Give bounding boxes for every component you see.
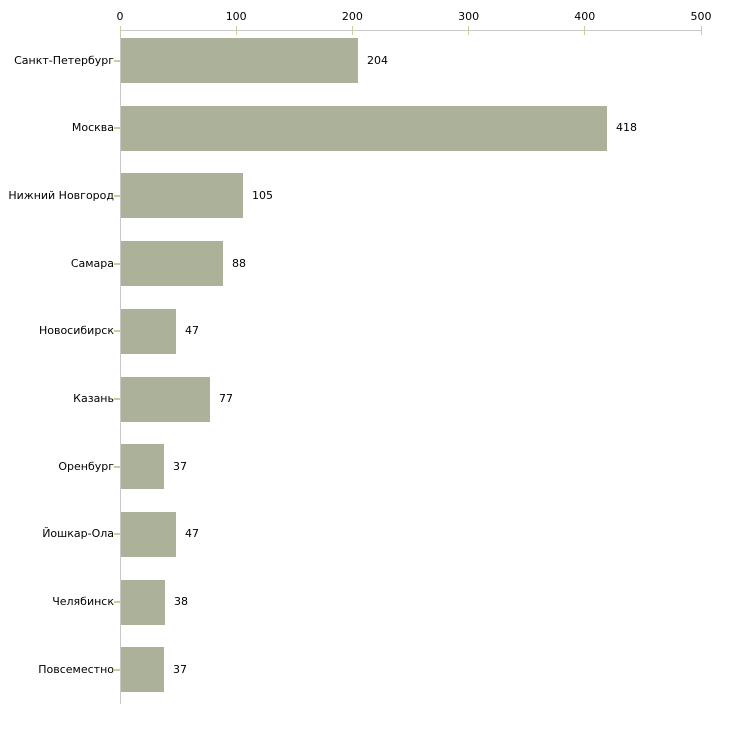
category-label: Санкт-Петербург	[14, 53, 114, 67]
bar-value-label: 88	[232, 256, 246, 270]
x-axis-tick-label: 300	[458, 10, 480, 23]
category-label: Йошкар-Ола	[42, 527, 114, 541]
x-axis-tick-mark	[701, 26, 702, 35]
x-axis-tick-mark	[584, 26, 585, 35]
bar-value-label: 47	[185, 527, 199, 541]
bar	[121, 580, 165, 625]
bar	[121, 106, 607, 151]
x-axis-line	[120, 30, 702, 31]
category-tick-mark	[114, 127, 120, 129]
x-axis-tick-label: 0	[116, 10, 124, 23]
bar-value-label: 47	[185, 324, 199, 338]
bar-value-label: 38	[174, 595, 188, 609]
x-axis-tick-label: 100	[225, 10, 247, 23]
category-label: Оренбург	[58, 459, 114, 473]
category-tick-mark	[114, 533, 120, 535]
bar	[121, 241, 223, 286]
category-tick-mark	[114, 601, 120, 603]
bar	[121, 444, 164, 489]
bar-value-label: 105	[252, 188, 273, 202]
x-axis-tick-mark	[236, 26, 237, 35]
category-tick-mark	[114, 669, 120, 671]
x-axis-tick-mark	[120, 26, 121, 35]
category-tick-mark	[114, 330, 120, 332]
category-label: Нижний Новгород	[8, 188, 114, 202]
category-tick-mark	[114, 60, 120, 62]
bar	[121, 38, 358, 83]
x-axis-tick-label: 400	[574, 10, 596, 23]
bar-value-label: 77	[219, 392, 233, 405]
x-axis-tick-mark	[352, 26, 353, 35]
bar	[121, 647, 164, 692]
category-tick-mark	[114, 195, 120, 197]
x-axis-tick-mark	[468, 26, 469, 35]
bar	[121, 309, 176, 354]
bar	[121, 377, 210, 422]
category-label: Повсеместно	[38, 662, 114, 676]
category-label: Казань	[73, 392, 114, 405]
bar-value-label: 37	[173, 662, 187, 676]
category-tick-mark	[114, 398, 120, 400]
x-axis-tick-label: 500	[690, 10, 712, 23]
category-label: Челябинск	[52, 595, 114, 609]
category-label: Москва	[71, 121, 114, 135]
category-label: Самара	[70, 256, 114, 270]
category-label: Новосибирск	[38, 324, 114, 338]
category-tick-mark	[114, 466, 120, 468]
bar-value-label: 204	[367, 53, 388, 67]
bar	[121, 173, 243, 218]
x-axis-tick-label: 200	[341, 10, 363, 23]
bar-value-label: 37	[173, 459, 187, 473]
category-tick-mark	[114, 263, 120, 265]
bar-value-label: 418	[616, 121, 637, 135]
bar	[121, 512, 176, 557]
